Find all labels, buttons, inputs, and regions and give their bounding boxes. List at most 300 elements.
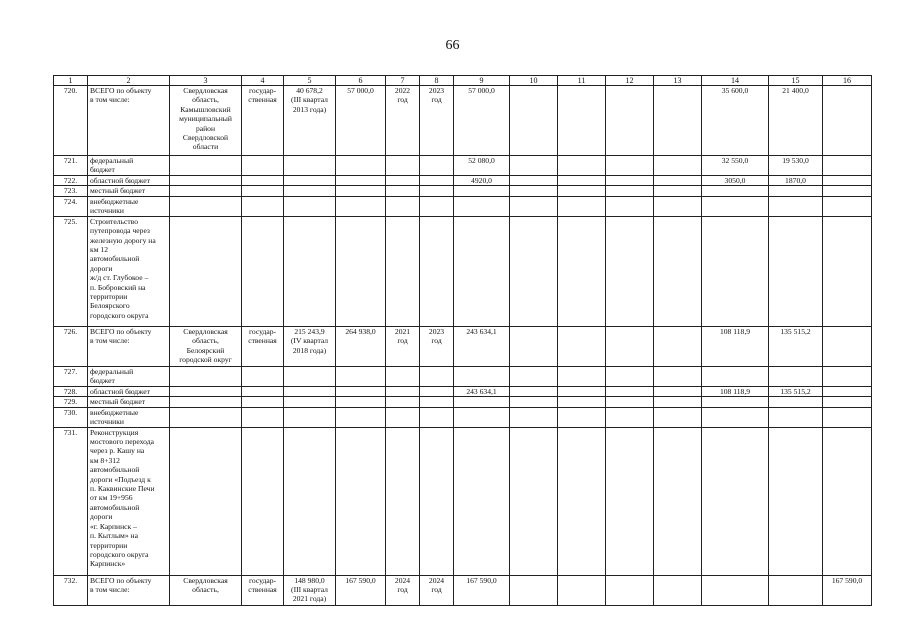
cell-text: 243 634,1 [466, 386, 497, 396]
table-cell-col-9 [454, 216, 510, 326]
table-cell-col-6 [336, 427, 386, 575]
page-number: 66 [445, 38, 460, 53]
table-cell-col-3 [170, 397, 242, 407]
cell-text: местный бюджет [90, 397, 146, 407]
table-cell-col-15 [769, 216, 823, 326]
table-cell-col-10 [510, 397, 558, 407]
table-row [54, 326, 872, 366]
cell-text: ВСЕГО по объекту в том числе: [90, 86, 152, 105]
table-cell-col-3 [170, 196, 242, 216]
column-header-10: 10 [510, 76, 558, 86]
cell-text: 148 980,0 (III квартал 2021 года) [291, 575, 328, 604]
table-cell-col-5 [284, 575, 336, 605]
table-cell-col-1 [54, 216, 88, 326]
table-cell-col-2 [88, 216, 170, 326]
table-cell-col-7 [386, 427, 420, 575]
table-cell-col-2 [88, 366, 170, 386]
table-cell-col-3 [170, 366, 242, 386]
cell-text: 108 118,9 [719, 386, 751, 396]
table-cell-col-2 [88, 386, 170, 396]
table-cell-col-9 [454, 575, 510, 605]
column-header-12: 12 [606, 76, 654, 86]
table-cell-col-5 [284, 186, 336, 196]
table-cell-col-14 [702, 407, 769, 427]
cell-text: 720. [63, 86, 78, 95]
table-cell-col-2 [88, 156, 170, 176]
table-cell-col-16 [823, 156, 872, 176]
table-cell-col-4 [242, 386, 284, 396]
column-header-8: 8 [420, 76, 454, 86]
table-cell-col-7 [386, 176, 420, 186]
cell-text: 21 400,0 [782, 86, 809, 95]
cell-text: федеральный бюджет [90, 156, 134, 175]
column-header-4: 4 [242, 76, 284, 86]
table-cell-col-13 [654, 366, 702, 386]
table-cell-col-12 [606, 216, 654, 326]
table-cell-col-10 [510, 86, 558, 156]
table-cell-col-3 [170, 186, 242, 196]
table-cell-col-12 [606, 427, 654, 575]
table-cell-col-8 [420, 575, 454, 605]
cell-text: ВСЕГО по объекту в том числе: [90, 575, 152, 595]
cell-text: 2021 год [394, 326, 411, 346]
table-cell-col-9 [454, 86, 510, 156]
table-cell-col-11 [558, 386, 606, 396]
table-cell-col-2 [88, 176, 170, 186]
table-cell-col-8 [420, 186, 454, 196]
table-cell-col-15 [769, 176, 823, 186]
table-cell-col-1 [54, 156, 88, 176]
table-cell-col-9 [454, 196, 510, 216]
cell-text: государ- ственная [248, 86, 277, 105]
cell-text: 729. [63, 397, 78, 407]
table-cell-col-1 [54, 386, 88, 396]
table-cell-col-9 [454, 156, 510, 176]
table-cell-col-5 [284, 176, 336, 186]
table-cell-col-11 [558, 86, 606, 156]
cell-text: 4920,0 [471, 176, 492, 185]
cell-text: 135 515,2 [780, 386, 811, 396]
column-header-6: 6 [336, 76, 386, 86]
cell-text: 3050,0 [724, 176, 746, 185]
cell-text: внебюджетные источники [90, 196, 139, 216]
table-cell-col-12 [606, 196, 654, 216]
table-cell-col-9 [454, 397, 510, 407]
cell-text: федеральный бюджет [90, 366, 134, 386]
table-cell-col-11 [558, 427, 606, 575]
table-cell-col-9 [454, 326, 510, 366]
table-cell-col-16 [823, 427, 872, 575]
table-cell-col-13 [654, 186, 702, 196]
cell-text: 723. [63, 186, 78, 196]
table-cell-col-14 [702, 397, 769, 407]
table-cell-col-16 [823, 176, 872, 186]
table-row [54, 86, 872, 156]
table-cell-col-10 [510, 386, 558, 396]
table-cell-col-11 [558, 186, 606, 196]
table-cell-col-5 [284, 86, 336, 156]
cell-text: 726. [63, 326, 78, 336]
table-cell-col-5 [284, 156, 336, 176]
cell-text: 2024 год [394, 575, 411, 595]
table-row [54, 366, 872, 386]
table-cell-col-14 [702, 326, 769, 366]
table-cell-col-15 [769, 156, 823, 176]
cell-text: 724. [63, 196, 78, 206]
table-cell-col-16 [823, 575, 872, 605]
cell-text: Реконструкция мостового перехода через р. Кашу на км 8+312 автомобильной дороги «Подъезд к п. Каквинские Печи от км 19+956 автомобильной дороги «г. Карпинск – п. Кытлым» на территории городского округа Карпинск» [90, 427, 155, 569]
table-cell-col-12 [606, 176, 654, 186]
table-cell-col-15 [769, 575, 823, 605]
table-cell-col-16 [823, 196, 872, 216]
column-header-2: 2 [88, 76, 170, 86]
table-cell-col-8 [420, 397, 454, 407]
table-cell-col-14 [702, 176, 769, 186]
table-cell-col-5 [284, 326, 336, 366]
cell-text: 264 938,0 [345, 326, 376, 336]
table-cell-col-5 [284, 427, 336, 575]
table-cell-col-6 [336, 326, 386, 366]
table-cell-col-15 [769, 186, 823, 196]
table-row [54, 575, 872, 605]
cell-text: 243 634,1 [466, 326, 497, 336]
table-cell-col-7 [386, 386, 420, 396]
table-cell-col-14 [702, 186, 769, 196]
table-cell-col-6 [336, 156, 386, 176]
table-cell-col-13 [654, 397, 702, 407]
table-cell-col-11 [558, 575, 606, 605]
cell-text: 19 530,0 [782, 156, 809, 165]
table-cell-col-12 [606, 156, 654, 176]
table-cell-col-13 [654, 196, 702, 216]
table-cell-col-10 [510, 196, 558, 216]
table-cell-col-9 [454, 386, 510, 396]
table-cell-col-4 [242, 326, 284, 366]
table-cell-col-1 [54, 86, 88, 156]
cell-text: 2024 год [428, 575, 445, 595]
table-cell-col-16 [823, 216, 872, 326]
table-cell-col-6 [336, 386, 386, 396]
table-cell-col-8 [420, 216, 454, 326]
cell-text: 57 000,0 [347, 86, 374, 95]
cell-text: 40 678,2 (III квартал 2013 года) [291, 86, 328, 114]
cell-text: 135 515,2 [780, 326, 811, 336]
column-header-15: 15 [769, 76, 823, 86]
table-cell-col-9 [454, 186, 510, 196]
column-header-14: 14 [702, 76, 769, 86]
table-cell-col-6 [336, 186, 386, 196]
cell-text: Свердловская область, [183, 575, 228, 595]
table-row [54, 156, 872, 176]
table-cell-col-11 [558, 156, 606, 176]
cell-text: 727. [63, 366, 78, 376]
table-cell-col-10 [510, 407, 558, 427]
table-cell-col-5 [284, 216, 336, 326]
table-cell-col-10 [510, 326, 558, 366]
table-cell-col-3 [170, 427, 242, 575]
table-cell-col-13 [654, 326, 702, 366]
table-cell-col-10 [510, 216, 558, 326]
column-header-13: 13 [654, 76, 702, 86]
cell-text: 728. [63, 386, 78, 396]
table-cell-col-9 [454, 366, 510, 386]
table-row [54, 186, 872, 196]
cell-text: Свердловская область, Белоярский городской округ [179, 326, 232, 365]
table-cell-col-15 [769, 407, 823, 427]
table-cell-col-6 [336, 397, 386, 407]
table-cell-col-4 [242, 156, 284, 176]
table-cell-col-3 [170, 156, 242, 176]
table-cell-col-3 [170, 575, 242, 605]
table-cell-col-10 [510, 427, 558, 575]
column-header-5: 5 [284, 76, 336, 86]
table-cell-col-3 [170, 407, 242, 427]
table-cell-col-14 [702, 156, 769, 176]
table-cell-col-2 [88, 407, 170, 427]
table-cell-col-1 [54, 397, 88, 407]
table-cell-col-5 [284, 366, 336, 386]
table-cell-col-11 [558, 407, 606, 427]
cell-text: 1870,0 [785, 176, 806, 185]
table-cell-col-8 [420, 156, 454, 176]
table-cell-col-7 [386, 186, 420, 196]
table-row [54, 386, 872, 396]
table-cell-col-12 [606, 386, 654, 396]
table-cell-col-13 [654, 156, 702, 176]
table-cell-col-4 [242, 86, 284, 156]
table-cell-col-4 [242, 196, 284, 216]
table-cell-col-9 [454, 176, 510, 186]
table-cell-col-4 [242, 427, 284, 575]
table-cell-col-15 [769, 366, 823, 386]
table-cell-col-1 [54, 575, 88, 605]
cell-text: 721. [63, 156, 78, 165]
table-cell-col-13 [654, 407, 702, 427]
table-cell-col-2 [88, 86, 170, 156]
cell-text: внебюджетные источники [90, 407, 139, 427]
table-cell-col-16 [823, 397, 872, 407]
table-cell-col-2 [88, 196, 170, 216]
table-cell-col-14 [702, 575, 769, 605]
table-cell-col-12 [606, 407, 654, 427]
table-row [54, 407, 872, 427]
table-cell-col-6 [336, 176, 386, 186]
table-cell-col-10 [510, 176, 558, 186]
table-cell-col-4 [242, 186, 284, 196]
cell-text: ВСЕГО по объекту в том числе: [90, 326, 152, 346]
table-cell-col-16 [823, 86, 872, 156]
table-cell-col-8 [420, 407, 454, 427]
table-cell-col-4 [242, 407, 284, 427]
table-cell-col-7 [386, 156, 420, 176]
cell-text: областной бюджет [90, 386, 150, 396]
table-cell-col-1 [54, 176, 88, 186]
table-row [54, 176, 872, 186]
table-cell-col-8 [420, 326, 454, 366]
table-cell-col-10 [510, 575, 558, 605]
table-cell-col-3 [170, 86, 242, 156]
table-cell-col-7 [386, 86, 420, 156]
table-cell-col-6 [336, 407, 386, 427]
table-cell-col-5 [284, 397, 336, 407]
table-cell-col-4 [242, 366, 284, 386]
cell-text: 730. [63, 407, 78, 417]
table-cell-col-8 [420, 86, 454, 156]
cell-text: 167 590,0 [466, 575, 497, 585]
cell-text: 725. [63, 216, 78, 226]
cell-text: 108 118,9 [719, 326, 751, 336]
table-cell-col-15 [769, 326, 823, 366]
cell-text: местный бюджет [90, 186, 146, 196]
table-cell-col-11 [558, 216, 606, 326]
cell-text: 215 243,9 (IV квартал 2018 года) [290, 326, 329, 355]
table-cell-col-12 [606, 326, 654, 366]
table-cell-col-8 [420, 386, 454, 396]
column-header-7: 7 [386, 76, 420, 86]
table-cell-col-16 [823, 386, 872, 396]
table-cell-col-6 [336, 575, 386, 605]
cell-text: 731. [63, 427, 78, 437]
table-cell-col-6 [336, 196, 386, 216]
table-cell-col-1 [54, 326, 88, 366]
table-cell-col-15 [769, 386, 823, 396]
cell-text: 57 000,0 [468, 86, 495, 95]
table-cell-col-8 [420, 196, 454, 216]
table-cell-col-16 [823, 186, 872, 196]
cell-text: Свердловская область, Камышловский муниципальный район Свердловской области [179, 86, 232, 152]
table-cell-col-13 [654, 86, 702, 156]
table-cell-col-13 [654, 427, 702, 575]
table-cell-col-16 [823, 407, 872, 427]
table-cell-col-15 [769, 86, 823, 156]
table-cell-col-2 [88, 575, 170, 605]
table-cell-col-14 [702, 86, 769, 156]
cell-text: 167 590,0 [831, 575, 863, 585]
cell-text: 32 550,0 [721, 156, 749, 165]
table-cell-col-1 [54, 186, 88, 196]
cell-text: 167 590,0 [345, 575, 376, 585]
table-cell-col-16 [823, 366, 872, 386]
table-cell-col-1 [54, 196, 88, 216]
table-cell-col-7 [386, 196, 420, 216]
table-cell-col-12 [606, 366, 654, 386]
header-row [54, 76, 872, 86]
budget-table [53, 75, 872, 606]
table-cell-col-4 [242, 216, 284, 326]
table-cell-col-7 [386, 366, 420, 386]
table-cell-col-13 [654, 575, 702, 605]
table-cell-col-9 [454, 427, 510, 575]
table-cell-col-2 [88, 397, 170, 407]
table-cell-col-3 [170, 386, 242, 396]
cell-text: 2023 год [428, 326, 445, 346]
table-cell-col-8 [420, 427, 454, 575]
table-cell-col-1 [54, 366, 88, 386]
table-cell-col-13 [654, 176, 702, 186]
table-cell-col-7 [386, 397, 420, 407]
table-cell-col-14 [702, 216, 769, 326]
table-cell-col-12 [606, 86, 654, 156]
table-cell-col-8 [420, 366, 454, 386]
table-cell-col-15 [769, 196, 823, 216]
table-row [54, 427, 872, 575]
column-header-16: 16 [823, 76, 872, 86]
table-cell-col-7 [386, 326, 420, 366]
cell-text: 35 600,0 [721, 86, 749, 95]
table-cell-col-4 [242, 176, 284, 186]
table-row [54, 397, 872, 407]
cell-text: государ- ственная [248, 326, 277, 346]
table-cell-col-14 [702, 196, 769, 216]
table-cell-col-2 [88, 186, 170, 196]
column-header-1: 1 [54, 76, 88, 86]
table-row [54, 196, 872, 216]
table-cell-col-11 [558, 366, 606, 386]
table-cell-col-2 [88, 326, 170, 366]
table-cell-col-3 [170, 216, 242, 326]
table-cell-col-5 [284, 386, 336, 396]
table-cell-col-1 [54, 427, 88, 575]
table-cell-col-12 [606, 397, 654, 407]
cell-text: 52 080,0 [468, 156, 495, 165]
table-cell-col-10 [510, 156, 558, 176]
table-cell-col-6 [336, 216, 386, 326]
table-cell-col-4 [242, 397, 284, 407]
table-cell-col-6 [336, 366, 386, 386]
table-cell-col-11 [558, 176, 606, 186]
table-cell-col-16 [823, 326, 872, 366]
cell-text: государ- ственная [248, 575, 277, 595]
cell-text: 2023 год [428, 86, 445, 105]
column-header-9: 9 [454, 76, 510, 86]
table-cell-col-3 [170, 326, 242, 366]
table-row [54, 216, 872, 326]
cell-text: 2022 год [394, 86, 411, 105]
table-cell-col-5 [284, 196, 336, 216]
table-cell-col-8 [420, 176, 454, 186]
table-cell-col-4 [242, 575, 284, 605]
table-cell-col-7 [386, 216, 420, 326]
column-header-11: 11 [558, 76, 606, 86]
table-body [54, 86, 872, 606]
table-cell-col-14 [702, 366, 769, 386]
table-cell-col-14 [702, 427, 769, 575]
table-cell-col-1 [54, 407, 88, 427]
cell-text: областной бюджет [90, 176, 150, 185]
table-cell-col-7 [386, 407, 420, 427]
table-cell-col-7 [386, 575, 420, 605]
table-cell-col-12 [606, 186, 654, 196]
table-cell-col-11 [558, 397, 606, 407]
table-cell-col-9 [454, 407, 510, 427]
table-cell-col-13 [654, 216, 702, 326]
cell-text: Строительство путепровода через железную дорогу на км 12 автомобильной дороги ж/д ст. Глубокое – п. Бобровский на территории Белоярского городского округа [90, 216, 156, 320]
column-header-3: 3 [170, 76, 242, 86]
cell-text: 722. [63, 176, 78, 185]
table-cell-col-15 [769, 427, 823, 575]
table-cell-col-5 [284, 407, 336, 427]
table-cell-col-6 [336, 86, 386, 156]
table-cell-col-14 [702, 386, 769, 396]
table-cell-col-11 [558, 196, 606, 216]
table-cell-col-10 [510, 366, 558, 386]
table-cell-col-3 [170, 176, 242, 186]
table-cell-col-12 [606, 575, 654, 605]
table-cell-col-13 [654, 386, 702, 396]
table-cell-col-11 [558, 326, 606, 366]
table-cell-col-2 [88, 427, 170, 575]
cell-text: 732. [63, 575, 78, 585]
